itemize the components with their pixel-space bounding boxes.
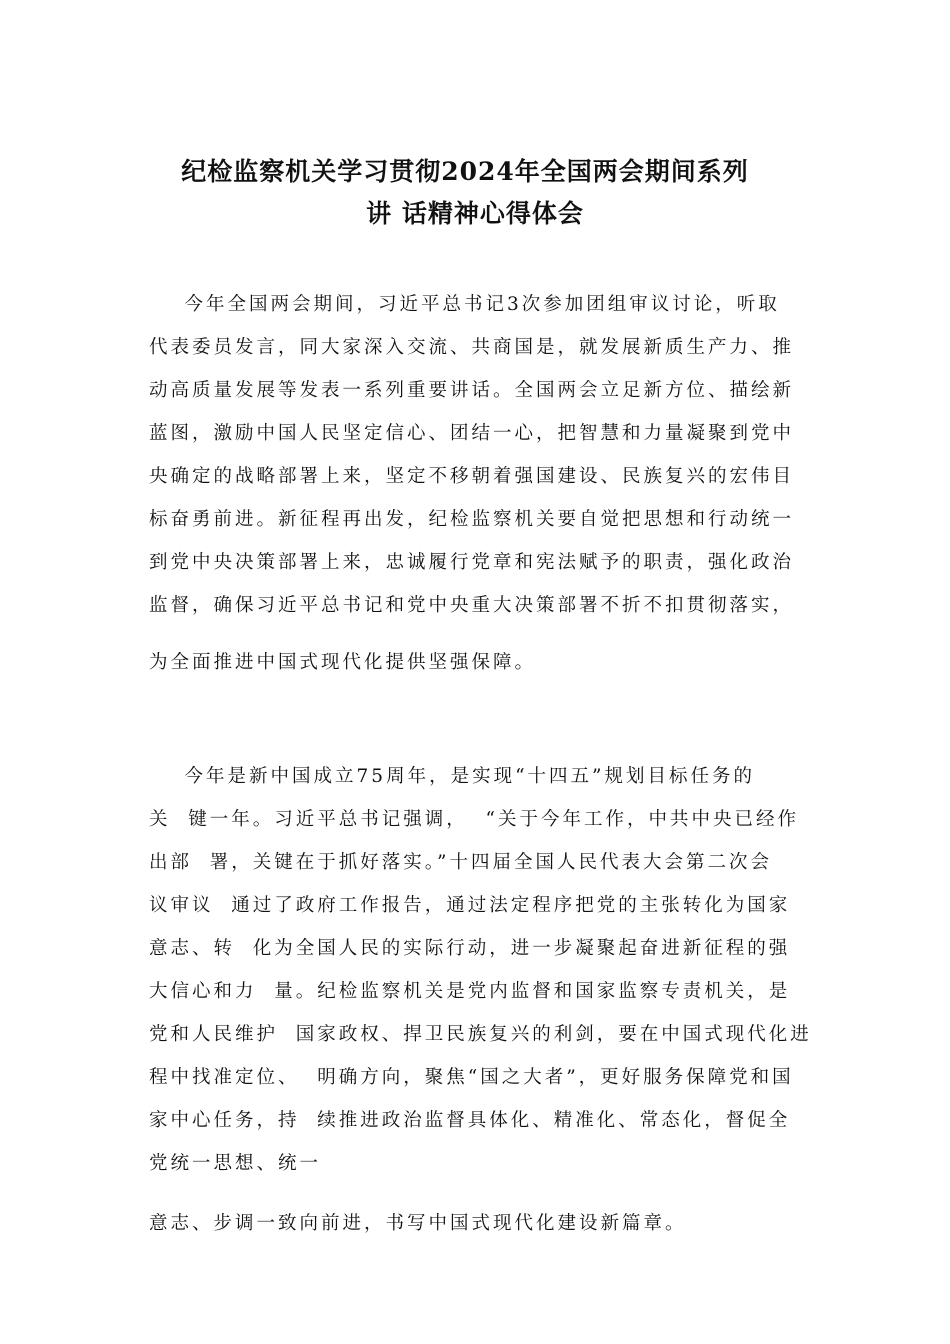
paragraph-2-line: 程中找准定位、 明确方向，聚焦“国之大者”，更好服务保障党和国 [149, 1067, 794, 1088]
paragraph-1-line: 监督，确保习近平总书记和党中央重大决策部署不折不扣贯彻落实， [149, 595, 795, 616]
paragraph-2-line: 出部 署，关键在于抓好落实。”十四届全国人民代表大会第二次会 [149, 852, 772, 873]
paragraph-1-line: 央确定的战略部署上来，坚定不移朝着强国建设、民族复兴的宏伟目 [149, 466, 795, 487]
paragraph-1-line: 今年全国两会期间，习近平总书记3次参加团组审议讨论，听取 [149, 294, 780, 315]
paragraph-2-line: 意志、步调一致向前进，书写中国式现代化建设新篇章。 [149, 1213, 687, 1234]
paragraph-2-line: 关 键一年。习近平总书记强调， “关于今年工作，中共中央已经作 [149, 809, 799, 830]
paragraph-1-line: 蓝图，激励中国人民坚定信心、团结一心，把智慧和力量凝聚到党中 [149, 423, 795, 444]
paragraph-1-line: 代表委员发言，同大家深入交流、共商国是，就发展新质生产力、推 [149, 337, 795, 358]
paragraph-1-line: 标奋勇前进。新征程再出发，纪检监察机关要自觉把思想和行动统一 [149, 509, 795, 530]
paragraph-2-line: 议审议 通过了政府工作报告，通过法定程序把党的主张转化为国家 [149, 895, 791, 916]
paragraph-1-line: 动高质量发展等发表一系列重要讲话。全国两会立足新方位、描绘新 [149, 380, 795, 401]
paragraph-1-line: 到党中央决策部署上来，忠诚履行党章和宪法赋予的职责，强化政治 [149, 552, 795, 573]
paragraph-2-line: 党和人民维护 国家政权、捍卫民族复兴的利剑，要在中国式现代化进 [149, 1024, 812, 1045]
paragraph-2-line: 大信心和力 量。纪检监察机关是党内监督和国家监察专责机关，是 [149, 981, 791, 1002]
paragraph-1-line: 为全面推进中国式现代化提供坚强保障。 [149, 652, 537, 673]
document-title-line-2: 讲 话精神心得体会 [366, 199, 584, 228]
paragraph-2-line: 今年是新中国成立75周年，是实现“十四五”规划目标任务的 [149, 766, 755, 787]
paragraph-2-line: 意志、转 化为全国人民的实际行动，进一步凝聚起奋进新征程的强 [149, 938, 791, 959]
paragraph-2-line: 党统一思想、统一 [149, 1153, 322, 1174]
paragraph-2-line: 家中心任务，持 续推进政治监督具体化、精准化、常态化，督促全 [149, 1110, 791, 1131]
document-title-line-1: 纪检监察机关学习贯彻2024年全国两会期间系列 [181, 157, 749, 186]
